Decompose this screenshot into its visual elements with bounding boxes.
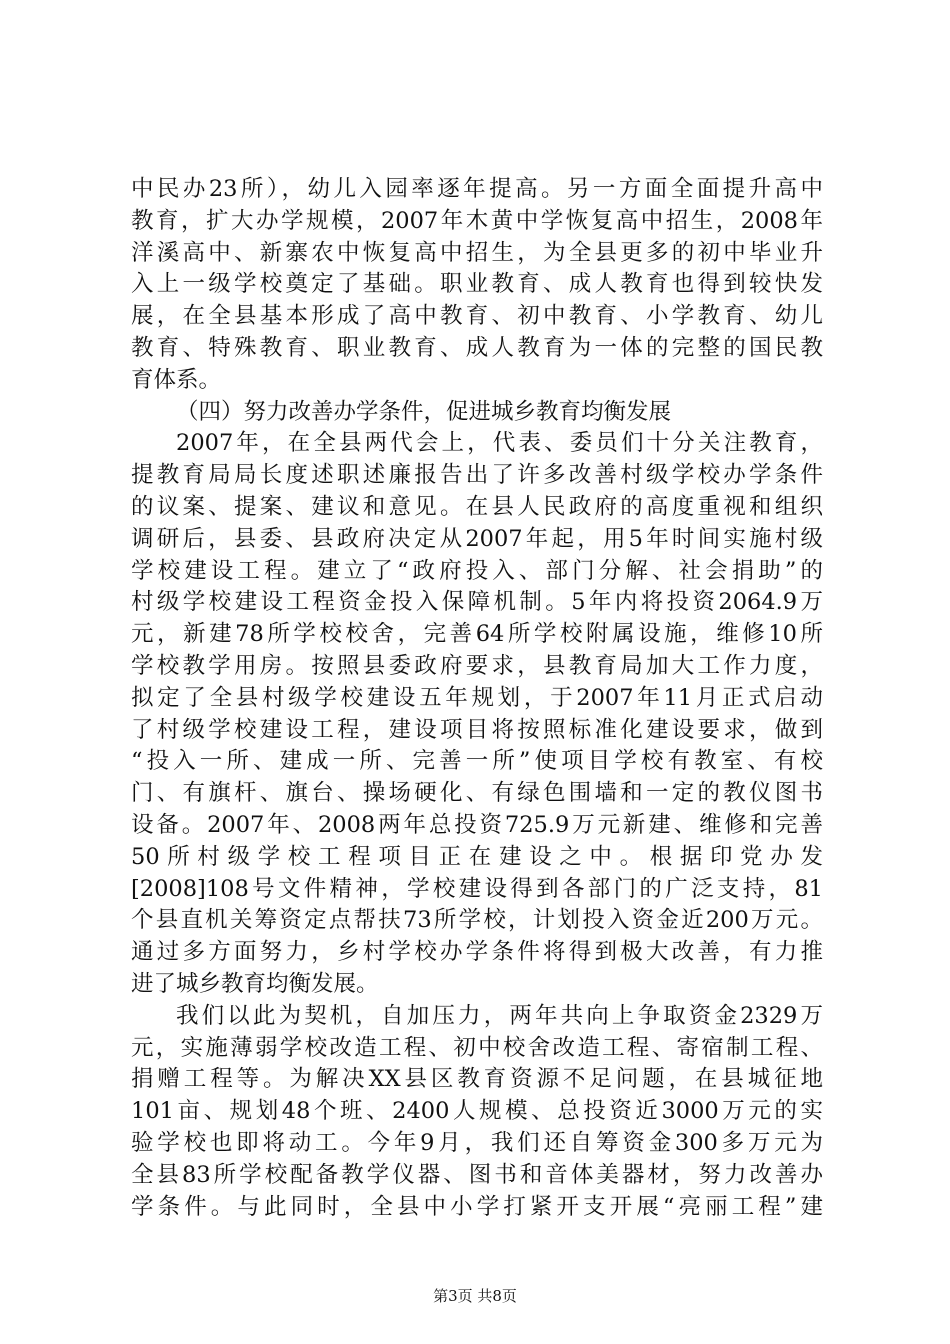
paragraph-preschool-highschool: [131, 174, 823, 397]
text-line: 洋溪高中、新寨农中恢复高中招生，为全县更多的初中毕业升: [131, 239, 823, 266]
section-heading: [131, 397, 823, 429]
text-line: 调研后，县委、县政府决定从2007年起，用5年时间实施村级: [131, 525, 823, 552]
text-line: 学校教学用房。按照县委政府要求，县教育局加大工作力度，: [131, 652, 823, 679]
page-number-footer: 第3页 共8页: [433, 1287, 517, 1305]
text-line: “投入一所、建成一所、完善一所”使项目学校有教室、有校: [131, 748, 823, 775]
paragraph-funding-efforts: [131, 1001, 823, 1224]
text-line: 设备。2007年、2008两年总投资725.9万元新建、维修和完善: [131, 811, 823, 838]
text-line: 个县直机关筹资定点帮扶73所学校，计划投入资金近200万元。: [131, 907, 823, 934]
text-line: [2008]108号文件精神，学校建设得到各部门的广泛支持，81: [131, 875, 823, 902]
text-line: 全县83所学校配备教学仪器、图书和音体美器材，努力改善办: [131, 1161, 823, 1188]
text-line: 拟定了全县村级学校建设五年规划，于2007年11月正式启动: [131, 684, 823, 711]
text-line: 50所村级学校工程项目正在建设之中。根据印党办发: [131, 843, 823, 870]
text-line: 提教育局局长度述职述廉报告出了许多改善村级学校办学条件: [131, 462, 823, 489]
text-line: 村级学校建设工程资金投入保障机制。5年内将投资2064.9万: [131, 589, 823, 616]
text-line: 2007年，在全县两代会上，代表、委员们十分关注教育，: [176, 430, 823, 457]
text-line: 元，新建78所学校校舍，完善64所学校附属设施，维修10所: [131, 621, 823, 648]
text-line: 101亩、规划48个班、2400人规模、总投资近3000万元的实: [131, 1098, 823, 1125]
text-line: 捐赠工程等。为解决XX县区教育资源不足问题，在县城征地: [131, 1066, 823, 1093]
text-line: 我们以此为契机，自加压力，两年共向上争取资金2329万: [176, 1002, 823, 1029]
text-line: 教育，扩大办学规模，2007年木黄中学恢复高中招生，2008年: [131, 207, 823, 234]
section-heading-text: （四）努力改善办学条件，促进城乡教育均衡发展: [176, 398, 672, 425]
text-line: 育体系。: [131, 366, 222, 393]
text-line: 了村级学校建设工程，建设项目将按照标准化建设要求，做到: [131, 716, 823, 743]
text-line: 展，在全县基本形成了高中教育、初中教育、小学教育、幼儿: [131, 303, 823, 330]
text-line: 进了城乡教育均衡发展。: [131, 970, 379, 997]
text-line: 的议案、提案、建议和意见。在县人民政府的高度重视和组织: [131, 493, 823, 520]
text-line: 入上一级学校奠定了基础。职业教育、成人教育也得到较快发: [131, 271, 823, 298]
text-line: 中民办23所），幼儿入园率逐年提高。另一方面全面提升高中: [131, 176, 823, 202]
text-line: 元，实施薄弱学校改造工程、初中校舍改造工程、寄宿制工程、: [131, 1034, 823, 1061]
text-line: 门、有旗杆、旗台、操场硬化、有绿色围墙和一定的教仪图书: [131, 780, 823, 807]
text-line: 通过多方面努力，乡村学校办学条件将得到极大改善，有力推: [131, 939, 823, 966]
document-body: [131, 174, 823, 1223]
text-line: 学校建设工程。建立了“政府投入、部门分解、社会捐助”的: [131, 557, 823, 584]
text-line: 验学校也即将动工。今年9月，我们还自筹资金300多万元为: [131, 1129, 823, 1156]
text-line: 教育、特殊教育、职业教育、成人教育为一体的完整的国民教: [131, 334, 823, 361]
paragraph-village-school-project: [131, 428, 823, 1000]
text-line: 学条件。与此同时，全县中小学打紧开支开展“亮丽工程”建: [131, 1193, 823, 1220]
